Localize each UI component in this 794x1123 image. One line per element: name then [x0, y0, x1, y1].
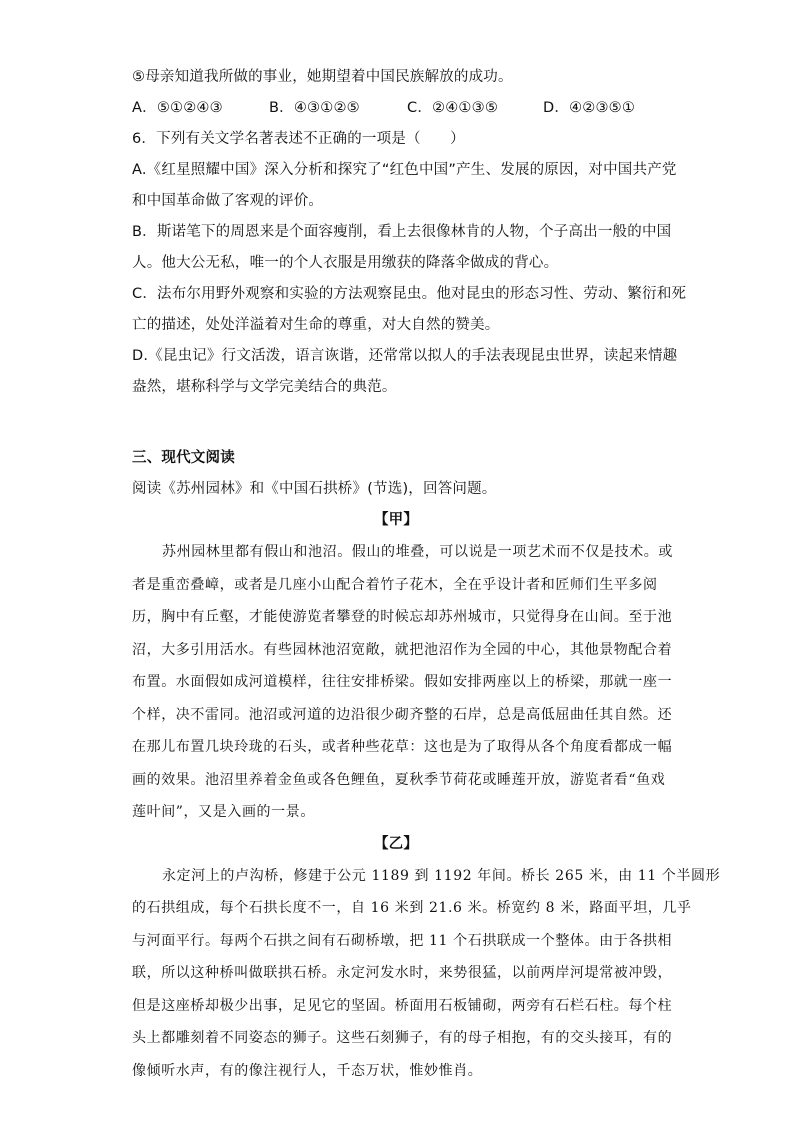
passage-line: 历，胸中有丘壑，才能使游览者攀登的时候忘却苏州城市，只觉得身在山间。至于池	[132, 609, 673, 625]
q5-item5: ⑤母亲知道我所做的事业，她期望着中国民族解放的成功。	[132, 69, 513, 85]
passage-line: 与河面平行。每两个石拱之间有石砌桥墩，把 11 个石拱联成一个整体。由于各拱相	[132, 932, 673, 949]
q6-option-d-line: 盎然，堪称科学与文学完美结合的典范。	[132, 379, 397, 395]
passage-yi-label: 【乙】	[373, 835, 419, 852]
q6-option-c-line: C．法布尔用野外观察和实验的方法观察昆虫。他对昆虫的形态习性、劳动、繁衍和死	[132, 286, 687, 302]
passage-line: 但是这座桥却极少出事，足见它的坚固。桥面用石板铺砌，两旁有石栏石柱。每个柱	[132, 997, 673, 1014]
passage-jia-label: 【甲】	[373, 512, 419, 528]
passage-yi	[132, 860, 721, 1088]
q6-option-a-line: A.《红星照耀中国》深入分析和探究了“红色中国”产生、发展的原因，对中国共产党	[132, 162, 677, 178]
passage-line: 的石拱组成，每个石拱长度不一，自 16 米到 21.6 米。桥宽约 8 米，路面平坦，几乎	[132, 900, 692, 916]
passage-jia	[132, 536, 673, 829]
q6-option-d-line: D.《昆虫记》行文活泼，语言诙谐，还常常以拟人的手法表现昆虫世界，读起来情趣	[132, 348, 678, 364]
q5-option-b: B．④③①②⑤	[269, 100, 360, 116]
section-heading: 三、现代文阅读	[132, 450, 235, 466]
passage-line: 头上都雕刻着不同姿态的狮子。这些石刻狮子，有的母子相抱，有的交头接耳，有的	[132, 1030, 673, 1046]
passage-line: 者是重峦叠嶂，或者是几座小山配合着竹子花木，全在乎设计者和匠师们生平多阅	[132, 576, 658, 593]
q6-option-b-line: 人。他大公无私，唯一的个人衣服是用缴获的降落伞做成的背心。	[132, 255, 559, 271]
passage-line: 莲叶间”，又是入画的一景。	[132, 804, 315, 820]
q6-option-a-line: 和中国革命做了客观的评价。	[132, 193, 324, 209]
passage-line: 在那儿布置几块玲珑的石头，或者种些花草：这也是为了取得从各个角度看都成一幅	[132, 739, 673, 755]
q5-option-d: D．④②③⑤①	[543, 100, 636, 116]
reading-instruction: 阅读《苏州园林》和《中国石拱桥》(节选)，回答问题。	[132, 481, 497, 497]
passage-line: 沼，大多引用活水。有些园林池沼宽敞，就把池沼作为全园的中心，其他景物配合着	[132, 641, 673, 658]
q5-options	[132, 93, 660, 124]
q6-option-b-line: B．斯诺笔下的周恩来是个面容瘦削，看上去很像林肯的人物，个子高出一般的中国	[132, 224, 672, 240]
passage-line: 画的效果。池沼里养着金鱼或各色鲤鱼，夏秋季节荷花或睡莲开放，游览者看“鱼戏	[132, 771, 666, 788]
passage-line: 个样，决不雷同。池沼或河道的边沿很少砌齐整的石岸，总是高低屈曲任其自然。还	[132, 706, 673, 723]
passage-line: 布置。水面假如成河道模样，往往安排桥梁。假如安排两座以上的桥梁，那就一座一	[132, 674, 673, 690]
passage-line: 苏州园林里都有假山和池沼。假山的堆叠，可以说是一项艺术而不仅是技术。或	[162, 544, 673, 560]
q5-option-a: A．⑤①②④③	[132, 100, 223, 116]
passage-line: 像倾听水声，有的像注视行人，千态万状，惟妙惟肖。	[132, 1062, 483, 1079]
q6-option-c-line: 亡的描述，处处洋溢着对生命的尊重，对大自然的赞美。	[132, 317, 500, 333]
passage-line: 联，所以这种桥叫做联拱石桥。永定河发水时，来势很猛，以前两岸河堤常被冲毁，	[132, 965, 673, 981]
q5-option-c: C．②④①③⑤	[407, 100, 499, 116]
document-page	[132, 62, 721, 1087]
q6-stem: 6．下列有关文学名著表述不正确的一项是（ ）	[132, 131, 465, 147]
passage-line: 永定河上的卢沟桥，修建于公元 1189 到 1192 年间。桥长 265 米，由 11 个半圆形	[162, 867, 721, 884]
